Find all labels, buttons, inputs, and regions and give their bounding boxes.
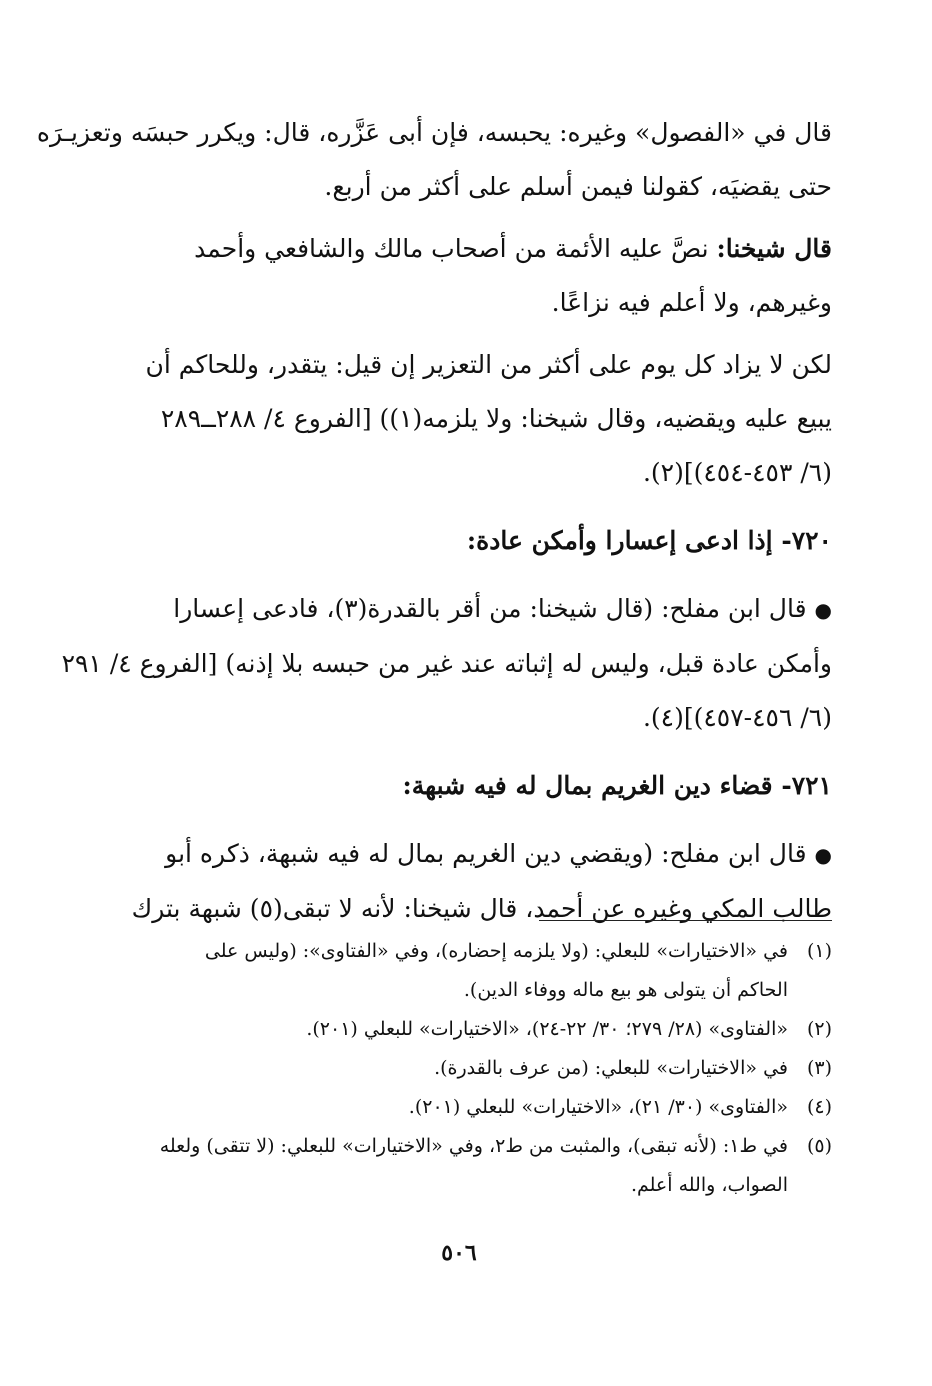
footnote-line: في «الاختيارات» للبعلي: (ولا يلزمه إحضاره)، وفي «الفتاوى»: (وليس على [204, 940, 788, 962]
footnote [86, 1010, 832, 1049]
text-line: (٦/ ٤٥٣-٤٥٤)](٢). [642, 458, 832, 487]
text-line: يبيع عليه ويقضيه، وقال شيخنا: ولا يلزمه(١)) [الفروع ٤/ ٢٨٨ــ٢٨٩ [160, 404, 832, 433]
footnotes [86, 932, 832, 1205]
text-span: قال ابن مفلح: (قال شيخنا: من أقر بالقدرة(٣)، فادعى إعسارا [173, 594, 807, 623]
paragraph [61, 582, 832, 745]
footnote-number: (١) [806, 940, 832, 962]
section-heading-720: ٧٢٠- إذا ادعى إعسارا وأمكن عادة: [466, 526, 832, 555]
footnote-body [86, 1010, 788, 1049]
footnote-line: الصواب، والله أعلم. [630, 1174, 788, 1196]
text-line: وأمكن عادة قبل، وليس له إثباته عند غير من حبسه بلا إذنه) [الفروع ٤/ ٢٩١ [61, 649, 832, 678]
footnote-number: (٤) [806, 1096, 832, 1118]
section-heading-721: ٧٢١- قضاء دين الغريم بمال له فيه شبهة: [402, 771, 832, 800]
footnote-body [86, 1049, 788, 1088]
footnote [86, 1049, 832, 1088]
paragraph [86, 222, 832, 330]
footnote-line: «الفتاوى» (٢٨/ ٢٧٩؛ ٣٠/ ٢٢-٢٤)، «الاختيارات» للبعلي (٢٠١). [306, 1018, 788, 1040]
text-span: نصَّ عليه الأئمة من أصحاب مالك والشافعي وأحمد [194, 234, 717, 263]
page-number: ٥٠٦ [441, 1240, 477, 1266]
footnote-line: في «الاختيارات» للبعلي: (من عرف بالقدرة). [434, 1057, 788, 1079]
bullet-icon: ● [814, 598, 832, 622]
text-line: قال في «الفصول» وغيره: يحبسه، فإن أبى عَزَّره، قال: ويكرر حبسَه وتعزيـرَه [36, 118, 832, 147]
footnote-body [86, 1088, 788, 1127]
text-line: لكن لا يزاد كل يوم على أكثر من التعزير إن قيل: يتقدر، وللحاكم أن [145, 350, 832, 379]
paragraph [36, 106, 832, 214]
footnote-line: الحاكم أن يتولى هو بيع ماله ووفاء الدين). [463, 979, 788, 1001]
footnote-body [86, 1127, 788, 1205]
footnote-line: في ط١: (لأنه تبقى)، والمثبت من ط٢، وفي «الاختيارات» للبعلي: (لا تتقى) ولعله [159, 1135, 788, 1157]
footnote [86, 932, 832, 1010]
bullet-icon: ● [814, 843, 832, 867]
text-line [86, 827, 832, 882]
footnote [86, 1088, 832, 1127]
footnote-divider [539, 920, 832, 921]
footnote-number: (٣) [806, 1057, 832, 1079]
paragraph [86, 338, 832, 500]
footnote-number: (٢) [806, 1018, 832, 1040]
text-line: حتى يقضيَه، كقولنا فيمن أسلم على أكثر من أربع. [324, 172, 832, 201]
text-line [86, 582, 832, 637]
footnote-number: (٥) [806, 1135, 832, 1157]
text-line: طالب المكي وغيره عن أحمد، قال شيخنا: لأنه لا تبقى(٥) شبهة بترك [131, 894, 832, 923]
speaker-label: قال شيخنا: [716, 234, 832, 263]
text-span: قال ابن مفلح: (ويقضي دين الغريم بمال له فيه شبهة، ذكره أبو [165, 839, 807, 868]
footnote-body [86, 932, 788, 1010]
text-line: وغيرهم، ولا أعلم فيه نزاعًا. [551, 288, 832, 317]
book-page [36, 106, 832, 1366]
text-line [86, 222, 832, 276]
text-line: (٦/ ٤٥٦-٤٥٧)](٤). [642, 703, 832, 732]
footnote [86, 1127, 832, 1205]
footnote-line: «الفتاوى» (٣٠/ ٢١)، «الاختيارات» للبعلي (٢٠١). [408, 1096, 788, 1118]
